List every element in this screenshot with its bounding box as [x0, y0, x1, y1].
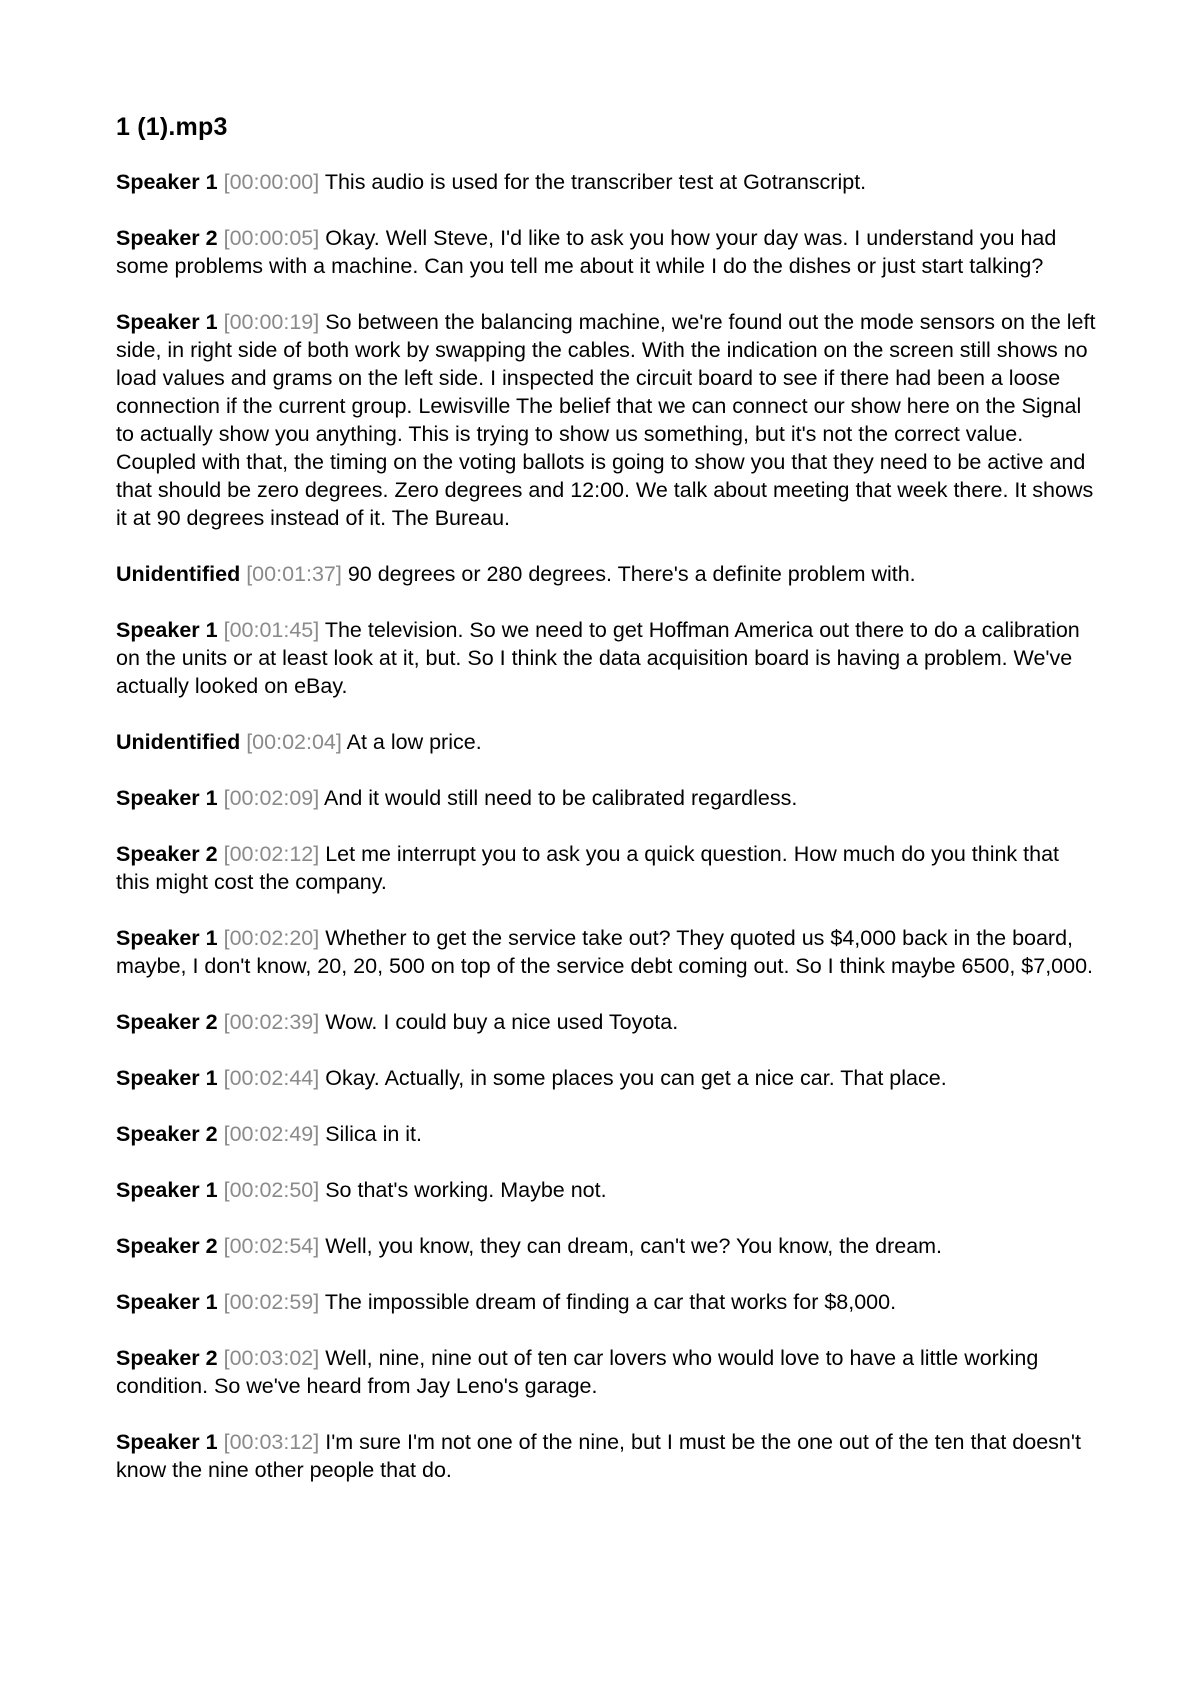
- timestamp: [00:02:39]: [223, 1010, 320, 1034]
- utterance-text: At a low price.: [346, 730, 482, 754]
- timestamp: [00:01:37]: [246, 562, 342, 586]
- utterance-text: Silica in it.: [325, 1122, 423, 1146]
- timestamp: [00:02:20]: [223, 926, 320, 950]
- transcript-entry: [116, 924, 1096, 980]
- speaker-name: Speaker 2: [116, 1346, 218, 1370]
- timestamp: [00:03:12]: [223, 1430, 320, 1454]
- speaker-name: Speaker 2: [116, 842, 218, 866]
- transcript-entry: [116, 1176, 1096, 1204]
- transcript-entry: [116, 616, 1096, 700]
- timestamp: [00:03:02]: [223, 1346, 320, 1370]
- transcript-entry: [116, 1344, 1096, 1400]
- transcript-entry: [116, 224, 1096, 280]
- document-title: 1 (1).mp3: [116, 113, 228, 141]
- speaker-name: Speaker 1: [116, 1178, 218, 1202]
- speaker-name: Speaker 1: [116, 786, 218, 810]
- speaker-name: Speaker 2: [116, 1010, 218, 1034]
- transcript-entry: [116, 728, 1096, 756]
- speaker-name: Speaker 1: [116, 170, 218, 194]
- transcript-entry: [116, 1008, 1096, 1036]
- timestamp: [00:02:44]: [223, 1066, 320, 1090]
- timestamp: [00:02:04]: [246, 730, 342, 754]
- timestamp: [00:00:00]: [223, 170, 320, 194]
- speaker-name: Speaker 1: [116, 926, 218, 950]
- speaker-name: Speaker 1: [116, 618, 218, 642]
- utterance-text: Okay. Well Steve, I'd like to ask you how your day was. I understand you had some problems with a machine. Can you tell me about it while I do the dishes or just start talking?: [116, 226, 1057, 278]
- timestamp: [00:02:54]: [223, 1234, 320, 1258]
- timestamp: [00:02:49]: [223, 1122, 320, 1146]
- transcript-entry: [116, 560, 1096, 588]
- speaker-name: Speaker 2: [116, 1234, 218, 1258]
- timestamp: [00:00:05]: [223, 226, 320, 250]
- utterance-text: Let me interrupt you to ask you a quick question. How much do you think that this might cost the company.: [116, 842, 1060, 894]
- speaker-name: Unidentified: [116, 730, 241, 754]
- utterance-text: So that's working. Maybe not.: [325, 1178, 607, 1202]
- transcript-entry: [116, 1232, 1096, 1260]
- utterance-text: So between the balancing machine, we're found out the mode sensors on the left side, in right side of both work by swapping the cables. With the indication on the screen still shows no load values and grams on the left side. I inspected the circuit board to see if there had been a loose connection if the current group. Lewisville The belief that we can connect our show here on the Signal to actually show you anything. This is trying to show us something, but it's not the correct value. Coupled with that, the timing on the voting ballots is going to show you that they need to be active and that should be zero degrees. Zero degrees and 12:00. We talk about meeting that week there. It shows it at 90 degrees instead of it. The Bureau.: [116, 310, 1096, 530]
- utterance-text: 90 degrees or 280 degrees. There's a definite problem with.: [347, 562, 916, 586]
- speaker-name: Unidentified: [116, 562, 241, 586]
- transcript-entry: [116, 1288, 1096, 1316]
- utterance-text: The television. So we need to get Hoffman America out there to do a calibration on the units or at least look at it, but. So I think the data acquisition board is having a problem. We've actually looked on eBay.: [116, 618, 1080, 698]
- utterance-text: And it would still need to be calibrated regardless.: [324, 786, 798, 810]
- transcript-entry: [116, 308, 1096, 532]
- timestamp: [00:00:19]: [223, 310, 320, 334]
- utterance-text: I'm sure I'm not one of the nine, but I must be the one out of the ten that doesn't know the nine other people that do.: [116, 1430, 1081, 1482]
- speaker-name: Speaker 2: [116, 226, 218, 250]
- utterance-text: The impossible dream of finding a car that works for $8,000.: [324, 1290, 897, 1314]
- timestamp: [00:02:59]: [223, 1290, 320, 1314]
- timestamp: [00:02:09]: [223, 786, 320, 810]
- transcript-entry: [116, 1064, 1096, 1092]
- utterance-text: This audio is used for the transcriber test at Gotranscript.: [324, 170, 867, 194]
- speaker-name: Speaker 1: [116, 1290, 218, 1314]
- utterance-text: Wow. I could buy a nice used Toyota.: [325, 1010, 679, 1034]
- speaker-name: Speaker 1: [116, 1430, 218, 1454]
- utterance-text: Well, you know, they can dream, can't we? You know, the dream.: [325, 1234, 943, 1258]
- timestamp: [00:02:12]: [223, 842, 320, 866]
- timestamp: [00:02:50]: [223, 1178, 320, 1202]
- transcript-entry: [116, 168, 1096, 196]
- speaker-name: Speaker 1: [116, 310, 218, 334]
- transcript-entry: [116, 1428, 1096, 1484]
- transcript-entry: [116, 784, 1096, 812]
- speaker-name: Speaker 1: [116, 1066, 218, 1090]
- transcript-entry: [116, 840, 1096, 896]
- utterance-text: Okay. Actually, in some places you can get a nice car. That place.: [325, 1066, 947, 1090]
- timestamp: [00:01:45]: [223, 618, 320, 642]
- utterance-text: Whether to get the service take out? They quoted us $4,000 back in the board, maybe, I don't know, 20, 20, 500 on top of the service debt coming out. So I think maybe 6500, $7,000.: [116, 926, 1094, 978]
- transcript-page: [116, 112, 1096, 1512]
- utterance-text: Well, nine, nine out of ten car lovers who would love to have a little working condition. So we've heard from Jay Leno's garage.: [116, 1346, 1039, 1398]
- transcript-entry: [116, 1120, 1096, 1148]
- speaker-name: Speaker 2: [116, 1122, 218, 1146]
